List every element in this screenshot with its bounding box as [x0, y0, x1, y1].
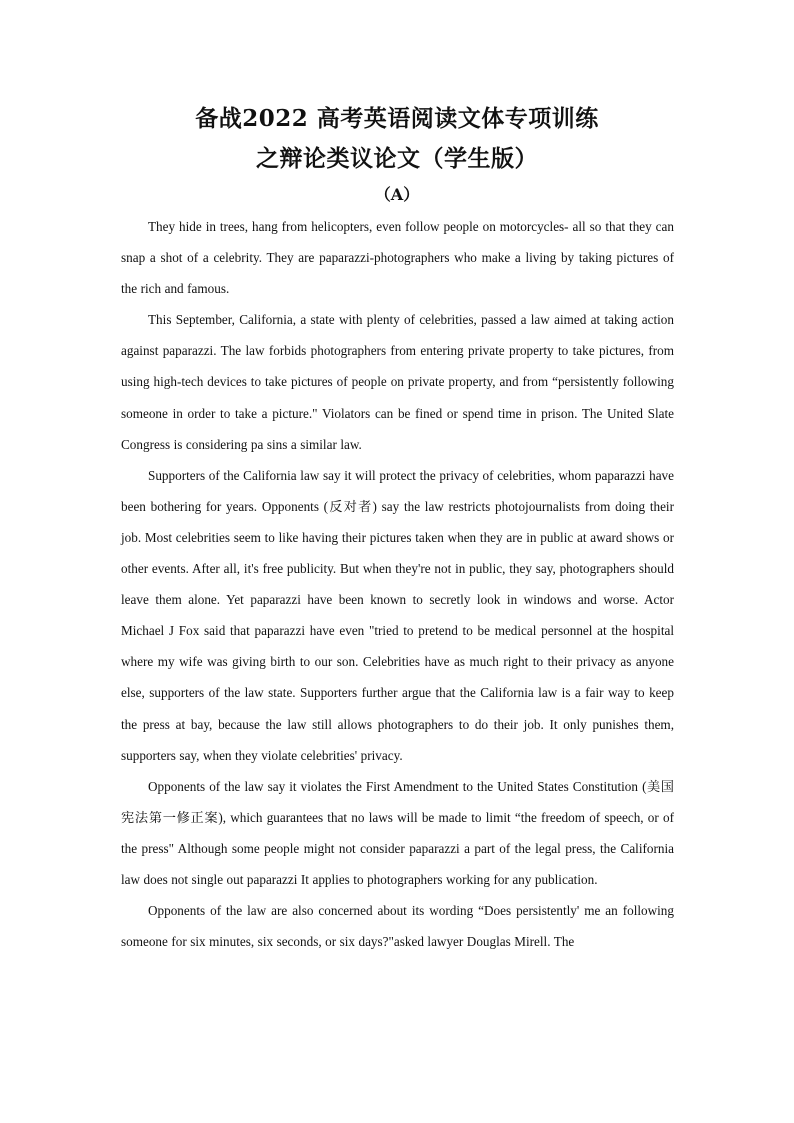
article-body	[121, 211, 674, 957]
paragraph-5: Opponents of the law are also concerned about its wording “Does persistently' me an following someone for six minutes, six seconds, or six days?"asked lawyer Douglas Mirell. The	[121, 903, 674, 950]
paragraph-1: They hide in trees, hang from helicopters, even follow people on motorcycles- all so that they can snap a shot of a celebrity. They are paparazzi-photographers who make a living by taking pictures of the rich and famous.	[121, 219, 674, 297]
paragraph-2: This September, California, a state with plenty of celebrities, passed a law aimed at taking action against paparazzi. The law forbids photographers from entering private property to take pictures, from using high-tech devices to take pictures of people on private property, and from “persistently following someone in order to take a picture." Violators can be fined or spend time in prison. The United Slate Congress is considering pa sins a similar law.	[121, 312, 674, 452]
document-subtitle: 之辩论类议论文（学生版）	[256, 145, 538, 172]
paragraph-4: Opponents of the law say it violates the First Amendment to the United States Constitution (美国宪法第一修正案), which guarantees that no laws will be made to limit “the freedom of speech, or of the press" Although some people might not consider paparazzi a part of the legal press, the California law does not single out paparazzi It applies to photographers working for any publication.	[121, 778, 674, 887]
document-title: 备战2022 高考英语阅读文体专项训练	[195, 105, 599, 132]
section-label: （A）	[374, 185, 420, 204]
paragraph-3: Supporters of the California law say it will protect the privacy of celebrities, whom paparazzi have been bothering for years. Opponents (反对者) say the law restricts photojournalists from doing their job. Most celebrities seem to like having their pictures taken when they are in public at award shows or other events. After all, it's free publicity. But when they're not in public, they say, photographers should leave them alone. Yet paparazzi have been known to secretly look in windows and worse. Actor Michael J Fox said that paparazzi have even "tried to pretend to be medical personnel at the hospital where my wife was giving birth to our son. Celebrities have as much right to their privacy as anyone else, supporters of the law state. Supporters further argue that the California law is a fair way to keep the press at bay, because the law still allows photographers to do their job. It only punishes them, supporters say, when they violate celebrities' privacy.	[121, 467, 674, 763]
